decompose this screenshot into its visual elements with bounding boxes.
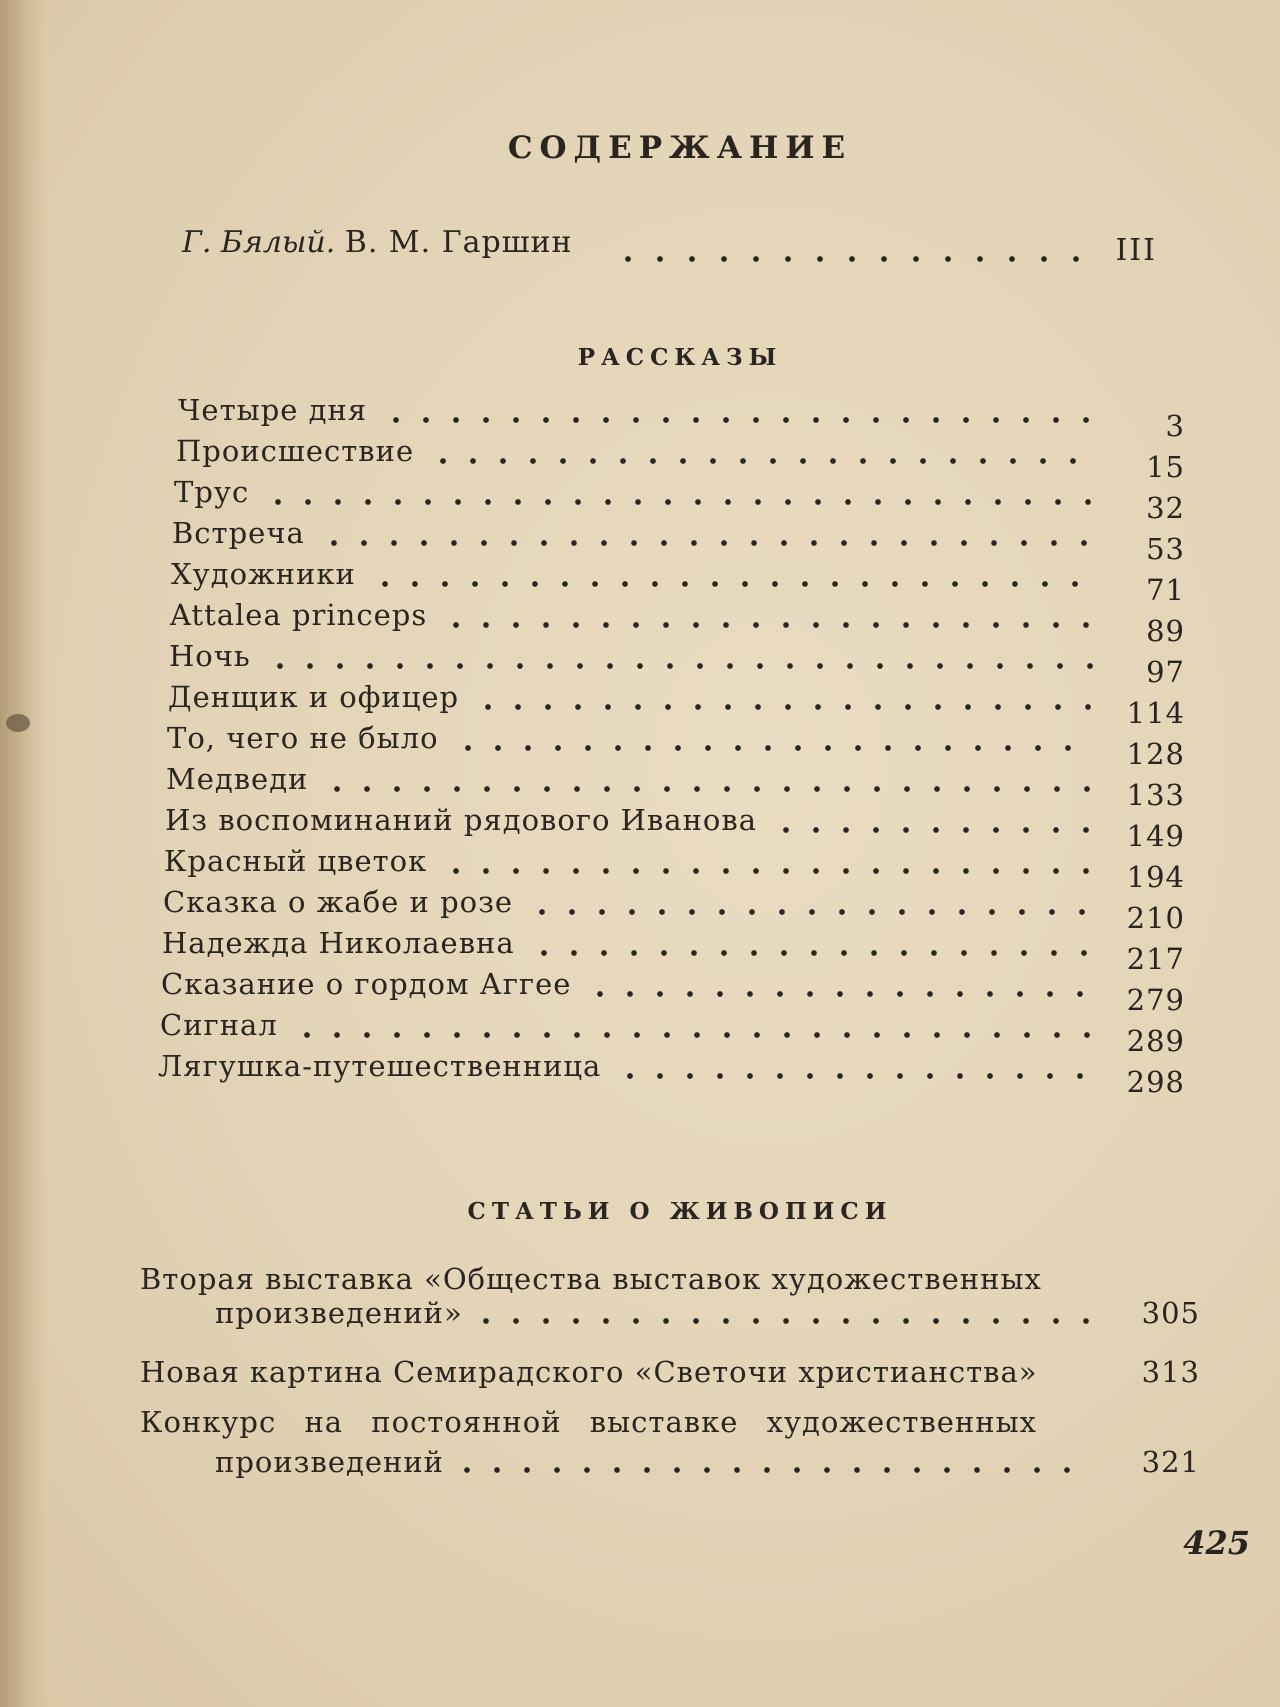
entry-title: Из воспоминаний рядового Иванова — [165, 803, 757, 837]
leader-dots — [441, 622, 1093, 628]
toc-entry — [172, 516, 1185, 566]
entry-page: 71 — [1146, 573, 1185, 607]
toc-entry — [158, 1049, 1185, 1099]
article-page: 321 — [1141, 1445, 1200, 1479]
toc-entry — [160, 1008, 1185, 1058]
toc-entry — [161, 967, 1185, 1017]
entry-title: Происшествие — [176, 434, 415, 468]
leader-dots — [319, 540, 1093, 546]
intro-page: III — [1115, 233, 1157, 268]
entry-page: 32 — [1146, 491, 1185, 525]
leader-dots — [292, 1032, 1093, 1038]
leader-dots — [265, 663, 1093, 669]
entry-title: Красный цветок — [164, 844, 428, 878]
article-entry — [140, 1405, 1200, 1479]
stories-list — [150, 393, 1185, 1099]
page-number: 425 — [1183, 1524, 1250, 1562]
toc-entry — [168, 680, 1185, 730]
toc-entry — [176, 434, 1185, 484]
entry-title: Сказание о гордом Аггее — [161, 967, 572, 1001]
leader-dots — [381, 417, 1093, 423]
leader-dots — [263, 499, 1093, 505]
entry-title: Художники — [171, 557, 356, 591]
article-title-line2: произведений» — [215, 1296, 463, 1330]
toc-entry — [162, 926, 1185, 976]
toc-entry — [166, 762, 1185, 812]
leader-dots — [370, 581, 1093, 587]
articles-heading: СТАТЬИ О ЖИВОПИСИ — [467, 1198, 893, 1225]
intro-title: В. М. Гаршин — [344, 225, 573, 260]
entry-page: 217 — [1126, 942, 1185, 976]
toc-entry — [165, 803, 1185, 853]
leader-dots — [322, 786, 1093, 792]
toc-entry — [171, 557, 1185, 607]
toc-entry — [174, 475, 1185, 525]
entry-page: 114 — [1126, 696, 1185, 730]
leader-dots — [585, 991, 1093, 997]
entry-title: Трус — [174, 475, 250, 509]
leader-dots — [615, 1073, 1093, 1079]
article-page: 313 — [1141, 1355, 1200, 1389]
toc-entry — [169, 639, 1185, 689]
article-entry — [140, 1355, 1200, 1389]
entry-page: 210 — [1126, 901, 1185, 935]
ink-stain — [6, 714, 30, 732]
entry-page: 289 — [1126, 1024, 1185, 1058]
leader-dots — [771, 827, 1093, 833]
leader-dots — [441, 868, 1093, 874]
article-title-line1: Конкурс на постоянной выставке художественных — [140, 1405, 1038, 1439]
entry-page: 15 — [1146, 450, 1185, 484]
entry-page: 279 — [1126, 983, 1185, 1017]
leader-dots — [612, 255, 1087, 263]
toc-entry — [167, 721, 1185, 771]
leader-dots — [529, 950, 1093, 956]
article-title-line2-row — [215, 1445, 1200, 1479]
entry-page: 194 — [1126, 860, 1185, 894]
leader-dots — [428, 458, 1093, 464]
entry-title: Сказка о жабе и розе — [163, 885, 514, 919]
entry-title: Ночь — [169, 639, 251, 673]
article-title-line1: Вторая выставка «Общества выставок художественных — [140, 1262, 1042, 1296]
entry-title: Сигнал — [160, 1008, 278, 1042]
leader-dots — [453, 745, 1093, 751]
gutter-shadow — [0, 0, 48, 1707]
entry-title: Встреча — [172, 516, 305, 550]
article-page: 305 — [1141, 1296, 1200, 1330]
entry-page: 89 — [1146, 614, 1185, 648]
entry-title: Attalea princeps — [170, 598, 428, 632]
stories-heading: РАССКАЗЫ — [577, 344, 783, 371]
entry-page: 128 — [1126, 737, 1185, 771]
entry-title: Надежда Николаевна — [162, 926, 515, 960]
entry-page: 97 — [1146, 655, 1185, 689]
entry-title: Денщик и офицер — [168, 680, 460, 714]
entry-page: 133 — [1126, 778, 1185, 812]
entry-page: 3 — [1165, 409, 1185, 443]
entry-title: То, чего не было — [167, 721, 439, 755]
toc-entry — [178, 393, 1185, 443]
article-entry — [140, 1262, 1200, 1330]
entry-title: Медведи — [166, 762, 309, 796]
leader-dots — [473, 704, 1093, 710]
entry-title: Лягушка-путешественница — [158, 1049, 602, 1083]
entry-page: 149 — [1126, 819, 1185, 853]
intro-author: Г. Бялый. — [182, 225, 336, 260]
article-title-line2-row — [215, 1296, 1200, 1330]
article-title: Новая картина Семирадского «Светочи христианства» — [140, 1355, 1038, 1389]
entry-title: Четыре дня — [178, 393, 368, 427]
intro-entry — [182, 225, 1167, 275]
leader-dots — [471, 1317, 1094, 1325]
entry-page: 53 — [1146, 532, 1185, 566]
toc-entry — [164, 844, 1185, 894]
page-title: СОДЕРЖАНИЕ — [507, 130, 853, 166]
leader-dots — [452, 1466, 1094, 1474]
entry-page: 298 — [1126, 1065, 1185, 1099]
article-title-line2: произведений — [215, 1445, 444, 1479]
toc-entry — [170, 598, 1185, 648]
toc-entry — [163, 885, 1185, 935]
leader-dots — [527, 909, 1093, 915]
